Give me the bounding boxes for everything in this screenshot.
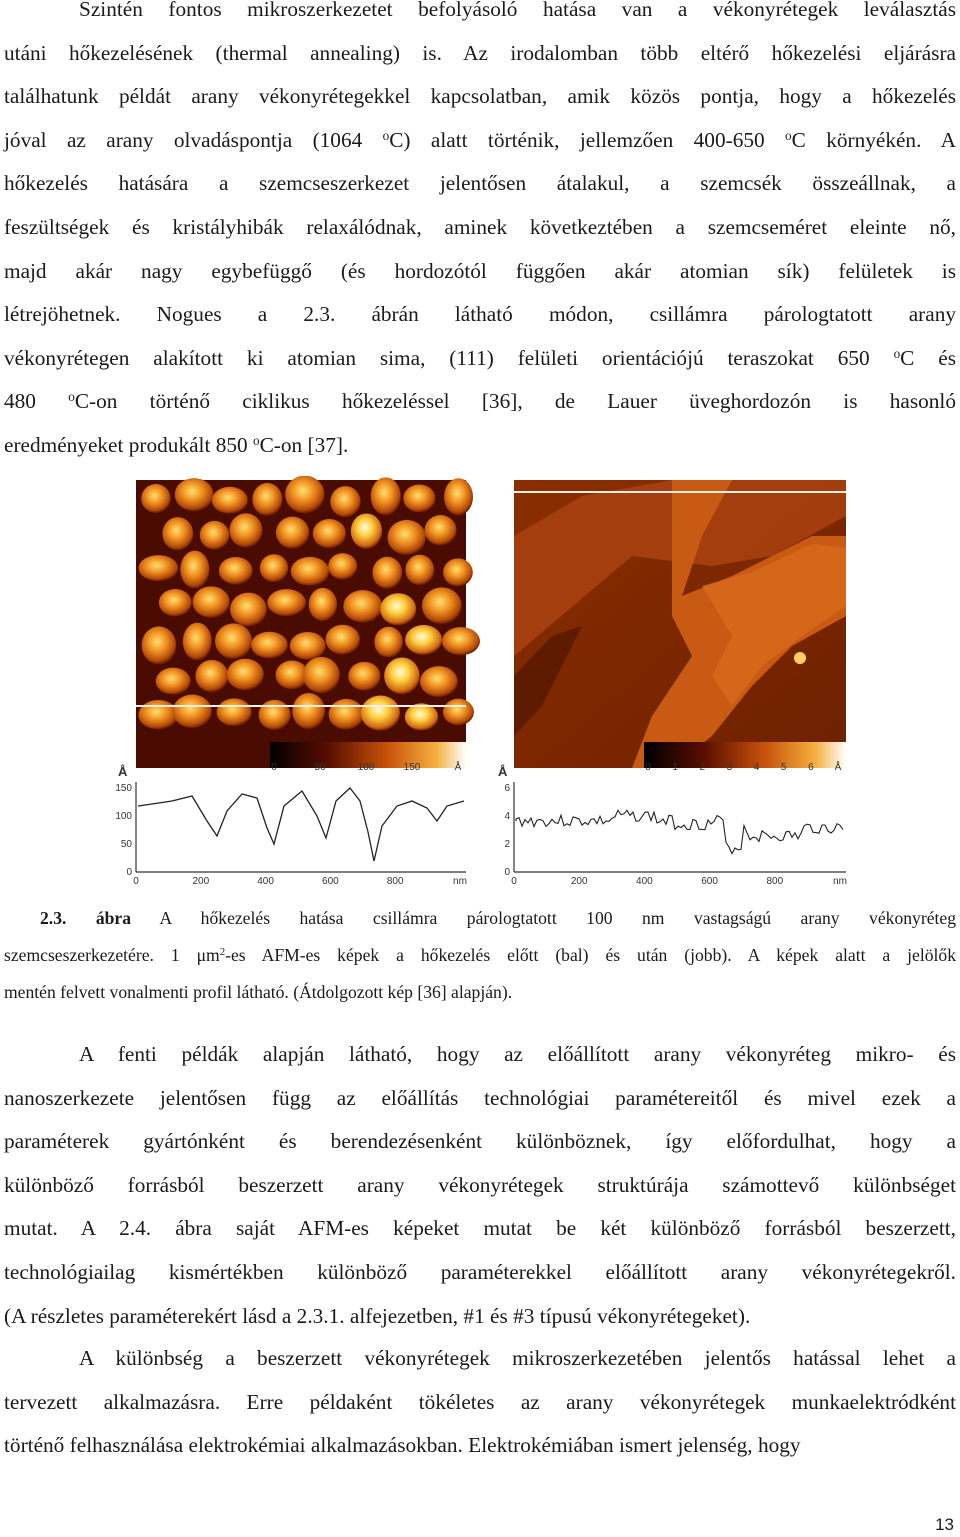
grain xyxy=(303,657,340,693)
x-tick-label: 400 xyxy=(257,876,274,887)
grain xyxy=(215,623,252,658)
grain xyxy=(374,627,402,658)
x-tick-label: 0 xyxy=(133,876,139,887)
grain xyxy=(348,662,380,691)
grain xyxy=(405,625,442,655)
text-line: történő felhasználása elektrokémiai alkalmazásokban. Elektrokémiában ismert jelenség, hogy xyxy=(4,1433,801,1458)
grain xyxy=(291,557,329,586)
scale-label: 0 xyxy=(271,762,277,773)
grain xyxy=(328,553,357,579)
grain xyxy=(193,586,230,617)
grain xyxy=(183,623,212,661)
text-line: technológiailag kismértékben különböző paraméterekkel előállított arany vékonyrétegekről. xyxy=(4,1259,956,1284)
grain xyxy=(219,557,253,585)
scale-label: 2 xyxy=(699,762,706,773)
text-line: vékonyrétegen alakított ki atomian sima, (111) felületi orientációjú teraszokat 650 $^o$C és xyxy=(4,345,956,370)
text-line: létrejöhetnek. Nogues a 2.3. ábrán látható módon, csillámra párologtatott arany xyxy=(4,302,956,327)
text-line: nanoszerkezete jelentősen függ az előállítás technológiai paramétereitől és mivel ezek a xyxy=(4,1085,956,1110)
figure-caption xyxy=(4,900,956,1011)
right-profile-plot xyxy=(498,764,847,887)
caption-label: 2.3. ábra xyxy=(40,908,132,928)
scale-label: 50 xyxy=(314,762,326,773)
text-line: utáni hőkezelésének (thermal annealing) is. Az irodalomban több eltérő hőkezelési eljárásra xyxy=(4,40,956,65)
grain xyxy=(229,513,262,547)
grain xyxy=(371,477,401,515)
grain xyxy=(380,593,416,625)
grain xyxy=(372,557,402,589)
grain xyxy=(444,478,473,515)
grain xyxy=(442,627,480,655)
y-tick-label: 50 xyxy=(120,839,132,850)
left-profile-plot xyxy=(115,764,467,887)
page-number: 13 xyxy=(935,1515,954,1534)
y-tick-label: 2 xyxy=(504,839,510,850)
grain xyxy=(309,588,337,621)
left-afm-image xyxy=(136,476,480,773)
text-line: paraméterek gyártónként és berendezésenként különböznek, így előfordulhat, hogy a xyxy=(4,1129,956,1154)
text-line: hőkezelés hatására a szemcseszerkezet jelentősen átalakul, a szemcsék összeállnak, a xyxy=(4,171,956,196)
y-tick-label: 4 xyxy=(504,811,510,822)
text-line: eredményeket produkált 850 $^o$C-on [37]. xyxy=(4,432,349,457)
caption-line-3: mentén felvett vonalmenti profil látható. (Átdolgozott kép [36] alapján). xyxy=(4,982,513,1002)
text-line: feszültségek és kristályhibák relaxálódnak, aminek következtében a szemcseméret eleinte nő, xyxy=(4,214,956,239)
x-tick-label: nm xyxy=(453,876,467,887)
x-tick-label: nm xyxy=(833,876,847,887)
grain xyxy=(420,666,458,697)
grain xyxy=(443,699,474,726)
figure-afm-comparison xyxy=(112,476,852,896)
text-line: találhatunk példát arany vékonyrétegekkel kapcsolatban, amik közös pontja, hogy a hőkezelés xyxy=(4,84,956,109)
grain xyxy=(227,659,264,690)
caption-line-2: szemcseszerkezetére. 1 $\mu m^2-es$ AFM-es képek a hőkezelés előtt (bal) és után (jobb). A képek alatt a jelölők xyxy=(4,945,956,965)
x-tick-label: 800 xyxy=(766,876,784,887)
grain xyxy=(313,519,346,548)
scale-label: 4 xyxy=(753,762,760,773)
grain xyxy=(329,699,364,730)
grain xyxy=(252,483,282,516)
x-tick-label: 400 xyxy=(636,876,653,887)
paragraph-comparison xyxy=(4,1033,956,1338)
y-tick-label: 6 xyxy=(504,783,510,794)
text-line: mutat. A 2.4. ábra saját AFM-es képeket mutat be két különböző forrásból beszerzett, xyxy=(4,1216,956,1241)
text-line: 480 $^o$C-on történő ciklikus hőkezeléssel [36], de Lauer üveghordozón is hasonló xyxy=(4,389,956,414)
grain xyxy=(343,590,382,622)
grain xyxy=(230,593,267,627)
grain xyxy=(351,513,382,548)
grain xyxy=(260,554,288,582)
grain xyxy=(139,555,178,581)
text-line: jóval az arany olvadáspontja (1064 $^o$C) alatt történik, jellemzően 400-650 $^o$C környékén. A xyxy=(4,127,956,152)
grain xyxy=(443,558,473,586)
afm-figure-svg xyxy=(112,476,852,896)
y-tick-label: 100 xyxy=(115,811,132,822)
grain xyxy=(425,515,457,545)
x-tick-label: 200 xyxy=(570,876,588,887)
grain xyxy=(403,484,435,512)
grain xyxy=(292,693,325,729)
grain xyxy=(276,517,309,549)
scale-label: Å xyxy=(834,762,842,773)
right-afm-image xyxy=(514,480,846,773)
paragraph-application xyxy=(4,1337,956,1468)
grain xyxy=(251,632,288,659)
grain xyxy=(267,589,306,616)
y-tick-label: 150 xyxy=(115,783,132,794)
caption-text-1: A hőkezelés hatása csillámra párologtatott 100 nm vastagságú arany vékonyréteg xyxy=(131,908,957,928)
scale-label: 0 xyxy=(645,762,651,773)
text-line: majd akár nagy egybefüggő (és hordozótól függően akár atomian sík) felületek is xyxy=(4,258,956,283)
grain xyxy=(384,658,420,695)
grain xyxy=(142,626,177,664)
x-tick-label: 200 xyxy=(192,876,210,887)
grain xyxy=(217,698,252,726)
x-tick-label: 800 xyxy=(386,876,404,887)
grain xyxy=(405,703,438,730)
y-tick-label: 0 xyxy=(504,867,510,878)
grain xyxy=(156,668,191,695)
grain xyxy=(138,700,178,729)
grain xyxy=(200,521,230,550)
scale-label: Å xyxy=(454,762,462,773)
left-profile-unit: Å xyxy=(118,764,128,779)
text-line: (A részletes paraméterekért lásd a 2.3.1. alfejezetben, #1 és #3 típusú vékonyrétegeket). xyxy=(4,1303,751,1328)
grain xyxy=(388,520,426,555)
text-line: A fenti példák alapján látható, hogy az előállított arany vékonyréteg mikro- és xyxy=(79,1042,956,1066)
grain xyxy=(212,487,248,514)
grain xyxy=(141,484,170,513)
text-line: A különbség a beszerzett vékonyrétegek mikroszerkezetében jelentős hatással lehet a xyxy=(79,1346,956,1370)
grain xyxy=(285,476,324,513)
grain xyxy=(361,695,400,730)
grain xyxy=(290,632,326,660)
text-line: Szintén fontos mikroszerkezetet befolyásoló hatása van a vékonyrétegek leválasztás xyxy=(79,0,956,21)
grain xyxy=(422,587,462,624)
caption-line-1 xyxy=(4,900,956,937)
scale-label: 100 xyxy=(357,762,375,773)
grain xyxy=(195,660,228,692)
x-tick-label: 600 xyxy=(322,876,339,887)
grain xyxy=(326,625,360,655)
text-line: tervezett alkalmazásra. Erre példaként tökéletes az arany vékonyrétegek munkaelektródként xyxy=(4,1389,956,1414)
scale-label: 6 xyxy=(808,762,814,773)
grain xyxy=(330,486,360,517)
paragraph-annealing xyxy=(4,0,956,468)
grain xyxy=(175,478,214,511)
x-tick-label: 600 xyxy=(701,876,718,887)
scale-label: 1 xyxy=(672,762,678,773)
x-tick-label: 0 xyxy=(511,876,517,887)
grain xyxy=(159,589,192,616)
grain xyxy=(173,695,212,728)
scale-label: 150 xyxy=(403,762,421,773)
grain xyxy=(259,700,291,730)
scale-label: 3 xyxy=(726,762,733,773)
grain xyxy=(405,555,434,585)
grain xyxy=(162,517,193,550)
scale-label: 5 xyxy=(780,762,787,773)
text-line: különböző forrásból beszerzett arany vékonyrétegek struktúrája számottevő különbséget xyxy=(4,1172,956,1197)
right-profile-unit: Å xyxy=(498,764,508,779)
grain xyxy=(180,551,209,589)
y-tick-label: 0 xyxy=(126,867,132,878)
